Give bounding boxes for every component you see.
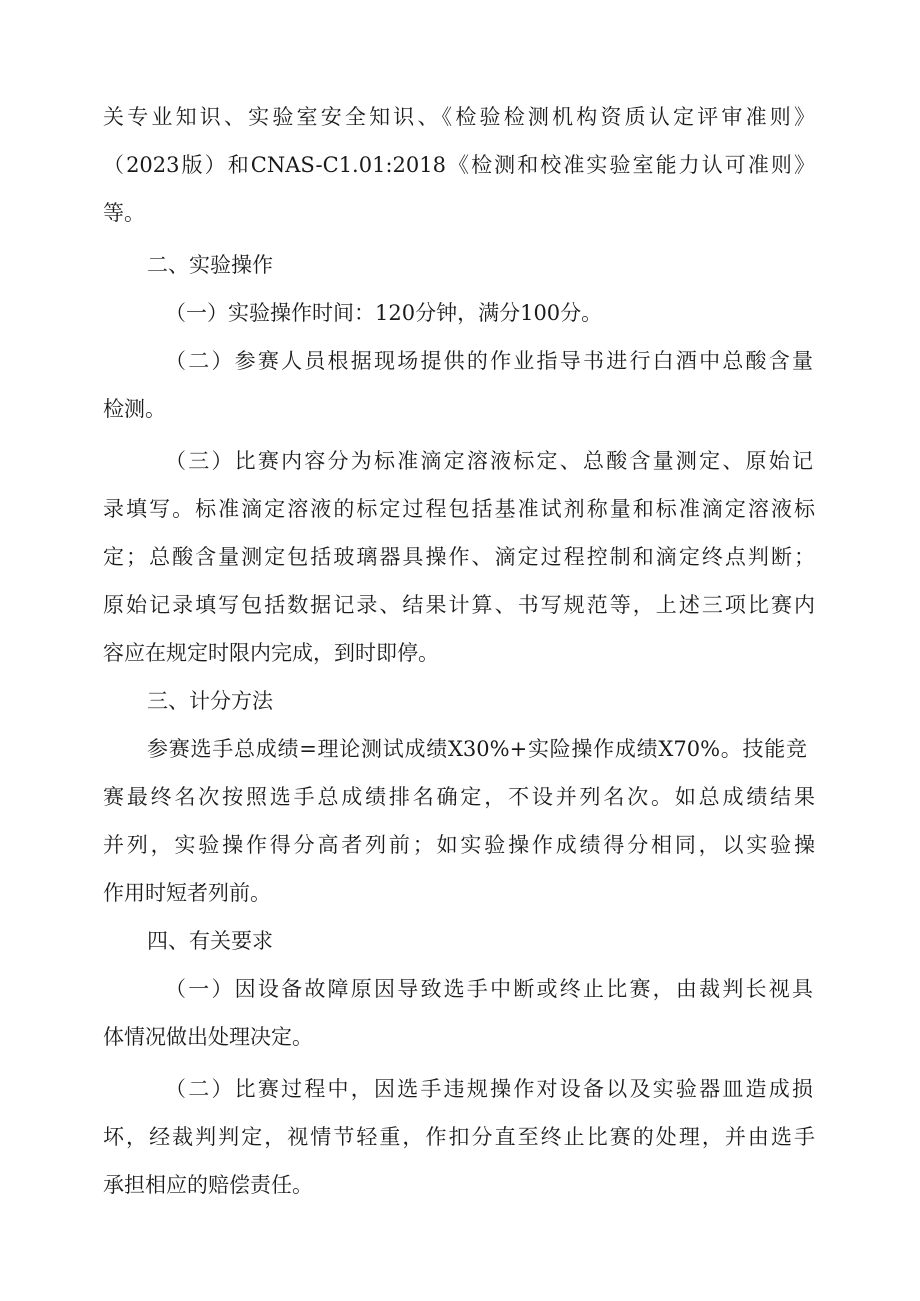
paragraph-line: 参赛选手总成绩=理论测试成绩X30%+实险操作成绩X70%。技能竞 [147,737,807,761]
paragraph-line: 录填写。标准滴定溶液的标定过程包括基准试剂称量和标准滴定溶液标 [103,497,815,521]
section-heading-scoring-method: 三、计分方法 [147,689,273,713]
intro-line: 等。 [103,201,145,225]
paragraph-line: （一）因设备故障原因导致选手中断或终止比赛，由裁判长视具 [165,977,813,1001]
paragraph-line: 赛最终名次按照选手总成绩排名确定，不设并列名次。如总成绩结果 [103,785,815,809]
paragraph-line: （二）参赛人员根据现场提供的作业指导书进行白酒中总酸含量 [165,349,813,373]
intro-line: （2023版）和CNAS-C1.01:2018《检测和校准实验室能力认可准则》 [103,153,815,177]
intro-line: 关专业知识、实验室安全知识、《检验检测机构资质认定评审准则》 [103,105,815,129]
section-heading-experiment-operation: 二、实验操作 [147,253,273,277]
section-heading-requirements: 四、有关要求 [147,929,273,953]
paragraph-line: 坏，经裁判判定，视情节轻重，作扣分直至终止比赛的处理，并由选手 [103,1125,815,1149]
paragraph-line: 定；总酸含量测定包括玻璃器具操作、滴定过程控制和滴定终点判断； [103,545,815,569]
paragraph-line: （一）实验操作时间：120分钟，满分100分。 [165,301,603,325]
paragraph-line: 作用时短者列前。 [103,881,271,905]
paragraph-line: 容应在规定时限内完成，到时即停。 [103,641,439,665]
paragraph-line: 并列，实验操作得分高者列前；如实验操作成绩得分相同，以实验操 [103,833,815,857]
paragraph-line: （二）比赛过程中，因选手违规操作对设备以及实验器皿造成损 [165,1077,813,1101]
paragraph-line: 检测。 [103,397,166,421]
paragraph-line: 承担相应的赔偿责任。 [103,1173,313,1197]
paragraph-line: 体情况做出处理决定。 [103,1025,313,1049]
paragraph-line: 原始记录填写包括数据记录、结果计算、书写规范等，上述三项比赛内 [103,593,815,617]
paragraph-line: （三）比赛内容分为标准滴定溶液标定、总酸含量测定、原始记 [165,449,813,473]
